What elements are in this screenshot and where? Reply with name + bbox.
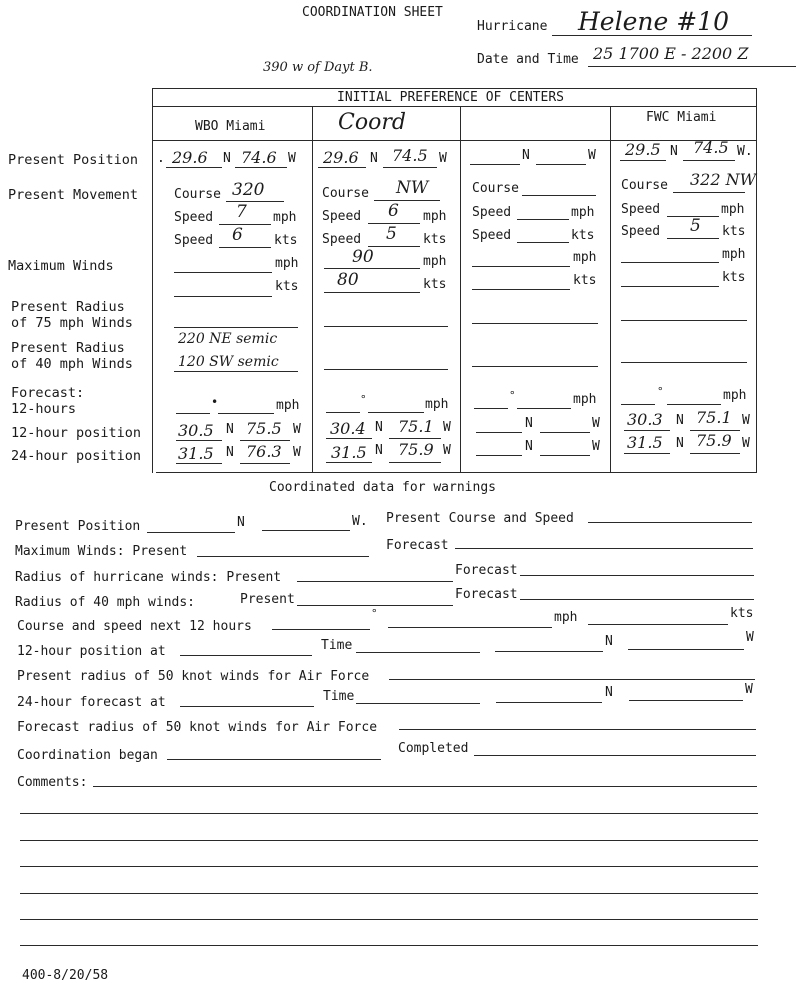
row-label-present-movement: Present Movement bbox=[8, 187, 139, 203]
w-pos12-at-field[interactable] bbox=[180, 655, 312, 656]
w-speed-12-kts-unit: kts bbox=[730, 606, 754, 621]
wbo-position-dot: . bbox=[157, 151, 165, 166]
comments-line-3[interactable] bbox=[20, 840, 758, 841]
col3-speed-mph-line bbox=[517, 219, 569, 220]
row-label-24-hour-position: 24-hour position bbox=[11, 448, 142, 464]
coord-pos-w: W bbox=[439, 151, 447, 166]
wbo-speed-mph-label: Speed bbox=[174, 210, 214, 225]
warnings-heading: Coordinated data for warnings bbox=[269, 480, 496, 495]
margin-note-handwritten: 390 w of Dayt B. bbox=[263, 60, 373, 75]
col3-pos12-n: N bbox=[525, 416, 533, 431]
w-comments-label: Comments: bbox=[17, 775, 88, 790]
coord-pos24-w: W bbox=[443, 443, 451, 458]
col3-winds-kts-line bbox=[472, 289, 570, 290]
row-label-12-hour-position: 12-hour position bbox=[11, 425, 142, 441]
table-col-divider-3 bbox=[610, 106, 611, 473]
w-speed-12-mph-field[interactable] bbox=[388, 627, 552, 628]
w-pos12-time-field[interactable] bbox=[356, 652, 480, 653]
fwc-pos24-lat: 31.5 bbox=[627, 433, 663, 452]
sheet-title: COORDINATION SHEET bbox=[302, 5, 443, 20]
col3-pos24-lon-line bbox=[540, 455, 590, 456]
row-label-radius75-line2: of 75 mph Winds bbox=[11, 315, 133, 331]
fwc-pos24-lon: 75.9 bbox=[696, 431, 732, 450]
coord-speed-kts-line bbox=[368, 246, 420, 247]
wbo-speed-mph-value: 7 bbox=[236, 202, 247, 222]
wbo-pos12-n: N bbox=[226, 422, 234, 437]
row-label-present-position: Present Position bbox=[8, 152, 139, 168]
coord-radius75-line bbox=[324, 326, 448, 327]
comments-line-5[interactable] bbox=[20, 893, 758, 894]
w-max-winds-forecast-field[interactable] bbox=[455, 548, 753, 549]
w-present-position-lat-field[interactable] bbox=[147, 532, 235, 533]
w-course-12-degree: ° bbox=[371, 607, 378, 620]
wbo-pos12-w: W bbox=[293, 422, 301, 437]
wbo-pos-lon-line bbox=[235, 167, 287, 168]
wbo-speed-kts-label: Speed bbox=[174, 233, 214, 248]
fwc-pos-lat-line bbox=[620, 160, 666, 161]
wbo-winds-mph-line bbox=[174, 272, 272, 273]
fwc-pos12-lon: 75.1 bbox=[696, 408, 732, 427]
w-radius40-forecast-field[interactable] bbox=[520, 599, 754, 600]
comments-line-1[interactable] bbox=[93, 786, 757, 787]
w-forecast24-w: W bbox=[745, 682, 753, 697]
w-radius-hurricane-present-field[interactable] bbox=[297, 581, 453, 582]
w-speed-12-mph-unit: mph bbox=[554, 610, 578, 625]
coord-winds-kts-value: 80 bbox=[337, 270, 359, 290]
w-present-position-lon-field[interactable] bbox=[262, 530, 350, 531]
row-label-12-hours: 12-hours bbox=[11, 401, 77, 417]
fwc-winds-mph-line bbox=[621, 262, 719, 263]
w-forecast24-n: N bbox=[605, 685, 613, 700]
table-heading-divider bbox=[152, 106, 756, 107]
w-forecast-radius50-af-field[interactable] bbox=[399, 729, 756, 730]
fwc-pos-lon-line bbox=[683, 160, 735, 161]
col3-course-line bbox=[522, 195, 596, 196]
fwc-f12-dir-line bbox=[621, 404, 655, 405]
fwc-speed-kts-value: 5 bbox=[690, 216, 701, 236]
w-radius-hurricane-forecast-label: Forecast bbox=[455, 563, 518, 578]
coord-pos12-n: N bbox=[375, 420, 383, 435]
wbo-course-label: Course bbox=[174, 187, 221, 202]
wbo-radius40-line bbox=[174, 371, 298, 372]
wbo-course-line bbox=[226, 201, 284, 202]
wbo-pos24-lat: 31.5 bbox=[178, 444, 214, 463]
fwc-course-line bbox=[673, 192, 745, 193]
row-label-radius75-line1: Present Radius bbox=[11, 299, 125, 315]
coord-winds-mph-unit: mph bbox=[423, 254, 447, 269]
wbo-pos-w: W bbox=[288, 151, 296, 166]
table-top-border bbox=[152, 88, 756, 89]
col3-pos24-lat-line bbox=[476, 455, 522, 456]
fwc-pos12-n: N bbox=[676, 413, 684, 428]
table-column-header-divider bbox=[152, 140, 756, 141]
fwc-winds-mph-unit: mph bbox=[722, 247, 746, 262]
w-pos12-n: N bbox=[605, 634, 613, 649]
w-completed-label: Completed bbox=[398, 741, 469, 756]
col3-speed-mph-unit: mph bbox=[571, 205, 595, 220]
wbo-pos24-w: W bbox=[293, 445, 301, 460]
comments-line-7[interactable] bbox=[20, 945, 758, 946]
coord-pos24-lon: 75.9 bbox=[398, 440, 434, 459]
col3-speed-kts-line bbox=[517, 242, 569, 243]
w-forecast24-time-label: Time bbox=[323, 689, 355, 704]
fwc-pos24-w: W bbox=[742, 436, 750, 451]
comments-line-6[interactable] bbox=[20, 919, 758, 920]
w-max-winds-present-label: Maximum Winds: Present bbox=[15, 544, 188, 559]
wbo-pos24-lon-line bbox=[240, 463, 290, 464]
coord-pos-n: N bbox=[370, 151, 378, 166]
fwc-speed-mph-label: Speed bbox=[621, 202, 661, 217]
wbo-pos12-lon-line bbox=[240, 440, 290, 441]
coord-winds-kts-unit: kts bbox=[423, 277, 447, 292]
w-coord-began-label: Coordination began bbox=[17, 748, 158, 763]
coord-pos12-lat-line bbox=[326, 438, 372, 439]
col3-f12-mph: mph bbox=[573, 392, 597, 407]
fwc-speed-mph-unit: mph bbox=[721, 202, 745, 217]
col3-pos-n: N bbox=[522, 148, 530, 163]
hurricane-name-handwritten: Helene #10 bbox=[578, 7, 729, 36]
coord-winds-kts-line bbox=[324, 292, 420, 293]
fwc-pos12-lat: 30.3 bbox=[627, 410, 663, 429]
fwc-radius75-line bbox=[621, 320, 747, 321]
wbo-winds-mph-unit: mph bbox=[275, 256, 299, 271]
fwc-pos-w: W. bbox=[737, 144, 753, 159]
col3-pos12-w: W bbox=[592, 416, 600, 431]
wbo-radius40-value: 120 SW semic bbox=[178, 354, 279, 370]
fwc-pos24-n: N bbox=[676, 436, 684, 451]
wbo-pos-lat: 29.6 bbox=[172, 148, 208, 167]
w-radius-hurricane-forecast-field[interactable] bbox=[520, 575, 754, 576]
w-radius-hurricane-label: Radius of hurricane winds: Present bbox=[15, 570, 282, 585]
wbo-radius75-line bbox=[174, 327, 298, 328]
comments-line-4[interactable] bbox=[20, 866, 758, 867]
table-left-border bbox=[152, 88, 153, 473]
col3-winds-mph-line bbox=[472, 266, 570, 267]
fwc-speed-kts-line bbox=[667, 238, 719, 239]
col3-pos-lon-line bbox=[536, 164, 586, 165]
col3-f12-speed-line bbox=[517, 408, 571, 409]
fwc-radius40-line bbox=[621, 362, 747, 363]
w-present-position-label: Present Position bbox=[15, 519, 141, 534]
wbo-pos-lon: 74.6 bbox=[241, 148, 277, 167]
table-bottom-border bbox=[156, 472, 757, 473]
coord-pos-lat: 29.6 bbox=[323, 148, 359, 167]
w-pos12-at-label: 12-hour position at bbox=[17, 644, 166, 659]
coord-pos12-w: W bbox=[443, 420, 451, 435]
coord-speed-mph-value: 6 bbox=[388, 201, 399, 221]
coord-f12-dir-line bbox=[326, 412, 360, 413]
coord-winds-mph-line bbox=[324, 268, 420, 269]
w-present-position-w: W. bbox=[352, 514, 368, 529]
coord-f12-speed-line bbox=[368, 412, 424, 413]
column-header-fwc-miami: FWC Miami bbox=[646, 110, 717, 125]
wbo-pos24-lat-line bbox=[176, 463, 222, 464]
col3-winds-kts-unit: kts bbox=[573, 273, 597, 288]
w-course-12-field[interactable] bbox=[272, 629, 370, 630]
row-label-forecast: Forecast: bbox=[11, 385, 85, 401]
col3-f12-dir-line bbox=[474, 408, 508, 409]
coord-pos-lat-line bbox=[318, 167, 366, 168]
fwc-f12-mph: mph bbox=[723, 388, 747, 403]
col3-speed-mph-label: Speed bbox=[472, 205, 512, 220]
w-forecast24-lat-field[interactable] bbox=[496, 702, 602, 703]
coord-winds-mph-value: 90 bbox=[352, 247, 374, 267]
w-radius50-af-label: Present radius of 50 knot winds for Air Force bbox=[17, 669, 370, 684]
w-radius40-present-label: Present bbox=[240, 592, 295, 607]
datetime-line bbox=[588, 66, 796, 67]
wbo-pos-n: N bbox=[223, 151, 231, 166]
table-col-divider-1 bbox=[312, 106, 313, 473]
w-pos12-lon-field[interactable] bbox=[628, 649, 744, 650]
coord-course-label: Course bbox=[322, 186, 369, 201]
fwc-course-value: 322 NW bbox=[690, 170, 757, 189]
coord-speed-kts-value: 5 bbox=[386, 224, 397, 244]
comments-line-2[interactable] bbox=[20, 813, 758, 814]
col3-radius40-line bbox=[472, 366, 598, 367]
w-max-winds-forecast-label: Forecast bbox=[386, 538, 449, 553]
wbo-f12-dir-line bbox=[176, 413, 210, 414]
row-label-radius40-line2: of 40 mph Winds bbox=[11, 356, 133, 372]
w-pos12-time-label: Time bbox=[321, 638, 353, 653]
coord-speed-mph-label: Speed bbox=[322, 209, 362, 224]
col3-speed-kts-unit: kts bbox=[571, 228, 595, 243]
fwc-course-label: Course bbox=[621, 178, 668, 193]
hurricane-label: Hurricane bbox=[477, 19, 548, 34]
wbo-f12-bullet: • bbox=[211, 395, 219, 409]
coord-course-line bbox=[374, 200, 440, 201]
w-forecast24-at-label: 24-hour forecast at bbox=[17, 695, 166, 710]
w-speed-12-kts-field[interactable] bbox=[588, 624, 728, 625]
coord-radius40-line bbox=[324, 369, 448, 370]
fwc-pos12-w: W bbox=[742, 413, 750, 428]
wbo-speed-mph-unit: mph bbox=[273, 210, 297, 225]
coord-pos12-lon: 75.1 bbox=[398, 417, 434, 436]
col3-radius75-line bbox=[472, 323, 598, 324]
coord-speed-kts-unit: kts bbox=[423, 232, 447, 247]
w-completed-field[interactable] bbox=[474, 755, 756, 756]
coord-course-value: NW bbox=[396, 178, 429, 198]
coord-pos12-lat: 30.4 bbox=[330, 419, 366, 438]
coord-f12-degree: ° bbox=[360, 393, 367, 406]
coord-f12-mph: mph bbox=[425, 397, 449, 412]
w-radius40-label: Radius of 40 mph winds: bbox=[15, 595, 196, 610]
coord-pos24-n: N bbox=[375, 443, 383, 458]
wbo-speed-mph-line bbox=[219, 224, 271, 225]
w-forecast24-lon-field[interactable] bbox=[629, 700, 743, 701]
coord-speed-kts-label: Speed bbox=[322, 232, 362, 247]
coord-pos24-lat: 31.5 bbox=[331, 443, 367, 462]
w-forecast24-time-field[interactable] bbox=[356, 703, 480, 704]
w-max-winds-present-field[interactable] bbox=[197, 556, 369, 557]
wbo-pos12-lat: 30.5 bbox=[178, 421, 214, 440]
column-header-coord-handwritten: Coord bbox=[338, 110, 406, 135]
col3-pos24-w: W bbox=[592, 439, 600, 454]
col3-course-label: Course bbox=[472, 181, 519, 196]
wbo-pos24-lon: 76.3 bbox=[246, 442, 282, 461]
coord-pos24-lat-line bbox=[326, 462, 372, 463]
wbo-speed-kts-line bbox=[219, 247, 271, 248]
w-forecast24-at-field[interactable] bbox=[180, 706, 314, 707]
w-radius40-forecast-label: Forecast bbox=[455, 587, 518, 602]
wbo-course-value: 320 bbox=[232, 180, 265, 200]
col3-pos-w: W bbox=[588, 148, 596, 163]
wbo-winds-kts-unit: kts bbox=[275, 279, 299, 294]
fwc-winds-kts-line bbox=[621, 286, 719, 287]
w-coord-began-field[interactable] bbox=[167, 759, 381, 760]
fwc-speed-kts-unit: kts bbox=[722, 224, 746, 239]
coord-pos12-lon-line bbox=[389, 438, 441, 439]
fwc-pos12-lat-line bbox=[624, 430, 670, 431]
wbo-winds-kts-line bbox=[174, 296, 272, 297]
fwc-speed-kts-label: Speed bbox=[621, 224, 661, 239]
table-heading: INITIAL PREFERENCE OF CENTERS bbox=[337, 90, 564, 105]
wbo-f12-speed-line bbox=[218, 413, 274, 414]
wbo-speed-kts-value: 6 bbox=[232, 225, 243, 245]
form-number: 400-8/20/58 bbox=[22, 968, 109, 983]
fwc-pos24-lat-line bbox=[624, 453, 670, 454]
w-pos12-w: W bbox=[746, 630, 754, 645]
wbo-pos24-n: N bbox=[226, 445, 234, 460]
wbo-speed-kts-unit: kts bbox=[274, 233, 298, 248]
wbo-f12-mph: mph bbox=[276, 398, 300, 413]
datetime-label: Date and Time bbox=[477, 52, 579, 67]
w-course-speed-12-label: Course and speed next 12 hours bbox=[17, 619, 252, 634]
w-present-course-speed-label: Present Course and Speed bbox=[386, 511, 574, 526]
w-present-position-n: N bbox=[237, 515, 245, 530]
w-present-course-speed-field[interactable] bbox=[588, 522, 752, 523]
fwc-winds-kts-unit: kts bbox=[722, 270, 746, 285]
col3-pos-lat-line bbox=[470, 164, 520, 165]
fwc-f12-degree: ° bbox=[657, 385, 664, 398]
wbo-pos12-lon: 75.5 bbox=[246, 419, 282, 438]
fwc-f12-speed-line bbox=[667, 404, 721, 405]
coord-pos-lon-line bbox=[383, 167, 437, 168]
fwc-pos-n: N bbox=[670, 144, 678, 159]
col3-pos12-lon-line bbox=[540, 432, 590, 433]
wbo-pos12-lat-line bbox=[176, 440, 222, 441]
fwc-pos-lat: 29.5 bbox=[625, 140, 661, 159]
wbo-pos-lat-line bbox=[166, 167, 222, 168]
fwc-pos-lon: 74.5 bbox=[693, 138, 729, 157]
w-pos12-lat-field[interactable] bbox=[495, 651, 603, 652]
column-header-wbo-miami: WBO Miami bbox=[195, 119, 266, 134]
col3-pos12-lat-line bbox=[476, 432, 522, 433]
col3-speed-kts-label: Speed bbox=[472, 228, 512, 243]
table-col-divider-2 bbox=[460, 106, 461, 473]
row-label-radius40-line1: Present Radius bbox=[11, 340, 125, 356]
row-label-maximum-winds: Maximum Winds bbox=[8, 258, 114, 274]
w-radius50-af-field[interactable] bbox=[389, 679, 755, 680]
coord-pos24-lon-line bbox=[389, 462, 441, 463]
w-forecast-radius50-af-label: Forecast radius of 50 knot winds for Air Force bbox=[17, 720, 378, 735]
col3-pos24-n: N bbox=[525, 439, 533, 454]
col3-winds-mph-unit: mph bbox=[573, 250, 597, 265]
table-right-border bbox=[756, 88, 757, 473]
fwc-pos24-lon-line bbox=[690, 453, 740, 454]
datetime-handwritten: 25 1700 E - 2200 Z bbox=[593, 44, 749, 63]
coord-speed-mph-unit: mph bbox=[423, 209, 447, 224]
col3-f12-degree: ° bbox=[509, 389, 516, 402]
coord-pos-lon: 74.5 bbox=[392, 146, 428, 165]
w-radius40-present-field[interactable] bbox=[297, 605, 453, 606]
wbo-radius75-value: 220 NE semic bbox=[178, 331, 278, 347]
